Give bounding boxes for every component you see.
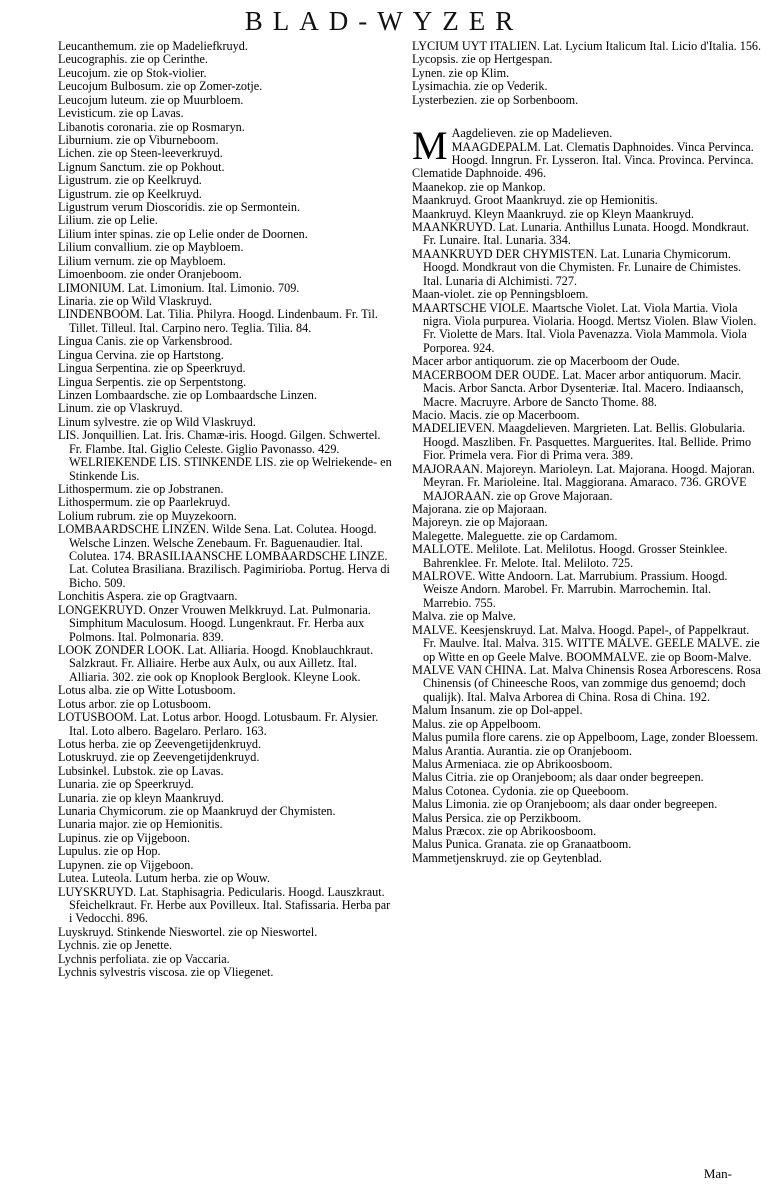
list-item: Lychnis. zie op Jenette. <box>58 938 173 953</box>
list-item: Malus Citria. zie op Oranjeboom; als daar onder begreepen. <box>412 770 704 785</box>
list-item: Malegette. Maleguette. zie op Cardamom. <box>412 528 618 543</box>
list-item: MAARTSCHE VIOLE. Maartsche Violet. Lat. Viola Martia. Viola nigra. Viola purpurea. Violaria. Hoogd. Mertsz Violen. Blaw Violen. Fr. Violette de Mars. Ital. Viola Pavenazza. Viola Mammola. Viola Porporea. 924. <box>412 300 757 355</box>
list-item: Macio. Macis. zie op Macerboom. <box>412 407 580 422</box>
list-item: Malus Cotonea. Cydonia. zie op Queeboom. <box>412 783 629 798</box>
list-item: Leucanthemum. zie op Madeliefkruyd. <box>58 39 248 53</box>
right-column <box>412 40 762 865</box>
list-item: Lingua Serpentina. zie op Speerkruyd. <box>58 361 246 376</box>
list-item: Lonchitis Aspera. zie op Gragtvaarn. <box>58 589 238 604</box>
list-item: LOMBAARDSCHE LINZEN. Wilde Sena. Lat. Colutea. Hoogd. Welsche Linzen. Welsche Zenebaum. Fr. Baguenaudier. Ital. Colutea. 174. BRASILIAANSCHE LOMBAARDSCHE LINZE. Lat. Colutea Brasiliana. Brazilisch. Pagimirioba. Portug. Herva di Bicho. 509. <box>58 522 390 590</box>
list-item: Maan-violet. zie op Penningsbloem. <box>412 287 589 302</box>
list-item: LIMONIUM. Lat. Limonium. Ital. Limonio. 709. <box>58 280 300 295</box>
list-item: Lunaria major. zie op Hemionitis. <box>58 817 223 832</box>
list-item: MACERBOOM DER OUDE. Lat. Macer arbor antiquorum. Macir. Macis. Arbor Sancta. Arbor Dysenteriæ. Ital. Macero. Indiaansch, Macre. Macruyre. Arbore de Sancto Thome. 88. <box>412 367 744 409</box>
list-item: Mammetjenskruyd. zie op Geytenblad. <box>412 850 602 865</box>
list-item: MALVE. Keesjenskruyd. Lat. Malva. Hoogd. Papel-, of Pappelkraut. Fr. Maulve. Ital. Malva. 315. WITTE MALVE. GEELE MALVE. zie op Witte en op Geele Malve. BOOMMALVE. zie op Boom-Malve. <box>412 622 760 664</box>
list-item: Leucojum luteum. zie op Muurbloem. <box>58 92 244 107</box>
list-item: LONGEKRUYD. Onzer Vrouwen Melkkruyd. Lat. Pulmonaria. Simphitum Maculosum. Hoogd. Lungenkraut. Fr. Herba aux Polmons. Ital. Polmonaria. 839. <box>58 602 371 644</box>
list-item: MALLOTE. Melilote. Lat. Melilotus. Hoogd. Grosser Steinklee. Bahrenklee. Fr. Melote. Ital. Meliloto. 725. <box>412 542 728 570</box>
list-item: Malus. zie op Appelboom. <box>412 716 541 731</box>
list-item: Linum. zie op Vlaskruyd. <box>58 401 183 416</box>
list-item: Lubsinkel. Lubstok. zie op Lavas. <box>58 763 224 778</box>
list-item: Malus Persica. zie op Perzikboom. <box>412 810 582 825</box>
list-item: Lotus arbor. zie op Lotusboom. <box>58 696 211 711</box>
list-item: Maankruyd. Groot Maankruyd. zie op Hemionitis. <box>412 193 658 208</box>
list-item: Ligustrum. zie op Keelkruyd. <box>58 173 202 188</box>
list-item: Lolium rubrum. zie op Muyzekoorn. <box>58 508 237 523</box>
left-column <box>58 40 394 980</box>
list-item: Majorana. zie op Majoraan. <box>412 501 548 516</box>
list-item: Leucographis. zie op Cerinthe. <box>58 52 208 67</box>
list-item: Liburnium. zie op Viburneboom. <box>58 132 219 147</box>
list-item: Lunaria. zie op Speerkruyd. <box>58 777 194 792</box>
list-item: MALVE VAN CHINA. Lat. Malva Chinensis Rosea Arborescens. Rosa Chinensis (of Chineesche Roos, van zommige dus genoemd; doch qualijk). Ital. Malva Arborea di China. Rosa di China. 192. <box>412 662 761 704</box>
page-header: BLAD-WYZER <box>244 6 524 36</box>
list-item: Lignum Sanctum. zie op Pokhout. <box>58 159 225 174</box>
list-item: Malus Armeniaca. zie op Abrikoosboom. <box>412 756 613 771</box>
list-item: Ligustrum verum Dioscoridis. zie op Sermontein. <box>58 200 301 215</box>
list-item: Malus Punica. Granata. zie op Granaatboom. <box>412 837 632 852</box>
list-item: LINDENBOOM. Lat. Tilia. Philyra. Hoogd. Lindenbaum. Fr. Til. Tillet. Tilleul. Ital. Carpino nero. Teglia. Tilia. 84. <box>58 307 378 335</box>
list-item: LOOK ZONDER LOOK. Lat. Alliaria. Hoogd. Knoblauchkraut. Salzkraut. Fr. Alliaire. Herbe aux Aulx, ou aux Ailletz. Ital. Alliaria. 302. zie ook op Knoplook Berglook. Kleyne Look. <box>58 642 374 684</box>
list-item: Malva. zie op Malve. <box>412 609 516 624</box>
list-item: MAJORAAN. Majoreyn. Marioleyn. Lat. Majorana. Hoogd. Majoran. Meyran. Fr. Marioleine. Ital. Maggiorana. Amaraco. 736. GROVE MAJORAAN. zie op Grove Majoraan. <box>412 461 755 503</box>
list-item: MAANKRUYD. Lat. Lunaria. Anthillus Lunata. Hoogd. Mondkraut. Fr. Lunaire. Ital. Lunaria. 334. <box>412 220 750 248</box>
section-m-start <box>412 123 762 181</box>
list-item: Aagdelieven. zie op Madelieven. <box>451 126 613 141</box>
list-item: Lingua Cervina. zie op Hartstong. <box>58 347 224 362</box>
list-item: MADELIEVEN. Maagdelieven. Margrieten. Lat. Bellis. Globularia. Hoogd. Maszliben. Fr. Pasquettes. Marguerites. Ital. Bellide. Primo Fior. Primela vera. Fior di Prima vera. 389. <box>412 421 752 463</box>
list-item: Lupynen. zie op Vijgeboon. <box>58 857 194 872</box>
list-item: Lycopsis. zie op Hertgespan. <box>412 52 553 67</box>
list-item: Lupulus. zie op Hop. <box>58 844 161 859</box>
catchword: Man- <box>703 1166 732 1181</box>
list-item: Linum sylvestre. zie op Wild Vlaskruyd. <box>58 414 256 429</box>
list-item: Lotus herba. zie op Zeevengetijdenkruyd. <box>58 736 262 751</box>
list-item: Lilium inter spinas. zie op Lelie onder de Doornen. <box>58 226 308 241</box>
list-item: Maanekop. zie op Mankop. <box>412 179 546 194</box>
list-item: Limoenboom. zie onder Oranjeboom. <box>58 267 242 282</box>
list-item: Malus Præcox. zie op Abrikoosboom. <box>412 824 597 839</box>
list-item: Lithospermum. zie op Jobstranen. <box>58 481 224 496</box>
list-item: Lotuskruyd. zie op Zeevengetijdenkruyd. <box>58 750 260 765</box>
list-item: LUYSKRUYD. Lat. Staphisagria. Pedicularis. Hoogd. Lauszkraut. Sfeichelkraut. Fr. Herbe aux Povilleux. Ital. Stafissaria. Herba par i Vedocchi. 896. <box>58 884 391 926</box>
list-item: Lunaria. zie op kleyn Maankruyd. <box>58 790 224 805</box>
list-item: LYCIUM UYT ITALIEN. Lat. Lycium Italicum Ital. Licio d'Italia. 156. <box>412 39 762 53</box>
list-item: Lunaria Chymicorum. zie op Maankruyd der Chymisten. <box>58 804 336 819</box>
list-item: Lutea. Luteola. Lutum herba. zie op Wouw. <box>58 871 270 886</box>
list-item: Leucojum. zie op Stok-violier. <box>58 65 207 80</box>
list-item: Lingua Serpentis. zie op Serpentstong. <box>58 374 247 389</box>
list-item: Lotus alba. zie op Witte Lotusboom. <box>58 683 236 698</box>
list-item: Malus Arantia. Aurantia. zie op Oranjeboom. <box>412 743 632 758</box>
list-item: Maankruyd. Kleyn Maankruyd. zie op Kleyn Maankruyd. <box>412 206 694 221</box>
list-item: Lychnis sylvestris viscosa. zie op Vliegenet. <box>58 965 274 980</box>
list-item: MAANKRUYD DER CHYMISTEN. Lat. Lunaria Chymicorum. Hoogd. Mondkraut von die Chymisten. Fr. Lunaire de Chimistes. Ital. Lunaria di Alchimisti. 727. <box>412 246 742 288</box>
list-item: Libanotis coronaria. zie op Rosmaryn. <box>58 119 245 134</box>
list-item: Ligustrum. zie op Keelkruyd. <box>58 186 202 201</box>
list-item: Leucojum Bulbosum. zie op Zomer-zotje. <box>58 79 263 94</box>
list-item: MAAGDEPALM. Lat. Clematis Daphnoides. Vinca Pervinca. Hoogd. Inngrun. Fr. Lysseron. Ital. Vinca. Provinca. Pervinca. Clematide Daphnoide. 496. <box>412 139 754 181</box>
list-item: Levisticum. zie op Lavas. <box>58 106 184 121</box>
list-item: Malum Insanum. zie op Dol-appel. <box>412 703 583 718</box>
list-item: Linzen Lombaardsche. zie op Lombaardsche Linzen. <box>58 387 317 402</box>
list-item: Lilium convallium. zie op Maybloem. <box>58 240 244 255</box>
list-item: Malus pumila flore carens. zie op Appelboom, Lage, zonder Bloessem. <box>412 730 759 745</box>
list-item: Luyskruyd. Stinkende Nieswortel. zie op Nieswortel. <box>58 924 318 939</box>
list-item: Lysimachia. zie op Vederik. <box>412 79 548 94</box>
list-item: Lupinus. zie op Vijgeboon. <box>58 830 191 845</box>
drop-cap: M <box>412 123 448 169</box>
list-item: LOTUSBOOM. Lat. Lotus arbor. Hoogd. Lotusbaum. Fr. Alysier. Ital. Loto albero. Bagelaro. Perlaro. 163. <box>58 710 379 738</box>
list-item: LIS. Jonquillien. Lat. Iris. Chamæ-iris. Hoogd. Gilgen. Schwertel. Fr. Flambe. Ital. Giglio Celeste. Giglio Pavonasso. 429. WELRIEKENDE LIS. STINKENDE LIS. zie op Welriekende- en Stinkende Lis. <box>58 428 392 483</box>
list-item: Linaria. zie op Wild Vlaskruyd. <box>58 294 213 309</box>
list-item: Lithospermum. zie op Paarlekruyd. <box>58 495 231 510</box>
list-item: MALROVE. Witte Andoorn. Lat. Marrubium. Prassium. Hoogd. Weisze Andorn. Marobel. Fr. Marrubin. Marrochemin. Ital. Marrebio. 755. <box>412 569 728 610</box>
list-item: Malus Limonia. zie op Oranjeboom; als daar onder begreepen. <box>412 797 718 812</box>
list-item: Lichen. zie op Steen-leeverkruyd. <box>58 146 223 161</box>
list-item: Lychnis perfoliata. zie op Vaccaria. <box>58 951 230 966</box>
list-item: Macer arbor antiquorum. zie op Macerboom der Oude. <box>412 354 680 369</box>
list-item: Lilium. zie op Lelie. <box>58 213 158 228</box>
list-item: Lingua Canis. zie op Varkensbrood. <box>58 334 233 349</box>
list-item: Majoreyn. zie op Majoraan. <box>412 515 548 530</box>
list-item: Lysterbezien. zie op Sorbenboom. <box>412 92 579 107</box>
list-item: Lynen. zie op Klim. <box>412 65 510 80</box>
list-item: Lilium vernum. zie op Maybloem. <box>58 253 226 268</box>
